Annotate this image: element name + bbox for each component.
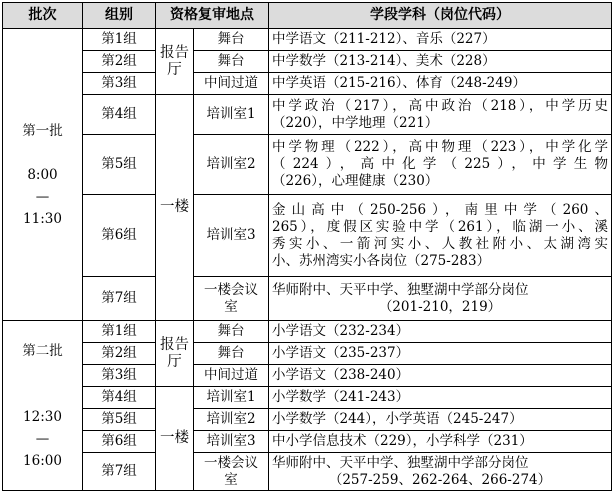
batch2-dash: — xyxy=(35,430,50,447)
table-row xyxy=(3,135,612,195)
batch1-dash: — xyxy=(35,188,50,205)
subject-cell: 小学数学（244），小学英语（245-247） xyxy=(269,409,612,431)
group-cell: 第1组 xyxy=(83,321,156,343)
header-row xyxy=(3,3,612,29)
batch2-start-time: 12:30 xyxy=(23,408,62,425)
group-cell: 第2组 xyxy=(83,343,156,365)
room-cell: 舞台 xyxy=(194,343,269,365)
subject-cell: 金山高中（250-256），南里中学（260、 265），度假区实验中学（261），临湖一小、溪 秀实小、一箭河实小、人教社附小、太湖湾实 小、苏州湾实小各岗位（275-283） xyxy=(269,195,612,277)
group-cell: 第4组 xyxy=(83,95,156,135)
room-cell: 舞台 xyxy=(194,29,269,51)
room-cell: 培训室3 xyxy=(194,431,269,453)
subject-cell: 小学数学（241-243） xyxy=(269,387,612,409)
subject-cell: 中学政治（217），高中政治（218），中学历史 （220），中学地理（221） xyxy=(269,95,612,135)
batch2-end-time: 16:00 xyxy=(23,452,62,469)
group-cell: 第7组 xyxy=(83,277,156,321)
header-room: 资格复审地点 xyxy=(156,3,269,29)
batch1-name: 第一批 xyxy=(22,122,63,139)
batch1-end-time: 11:30 xyxy=(23,210,62,227)
table-row xyxy=(3,409,612,431)
subject-cell: 中学物理（222），高中物理（223），中学化学 （224），高中化学（225），中学生物 （226），心理健康（230） xyxy=(269,135,612,195)
table-row xyxy=(3,453,612,491)
group-cell: 第1组 xyxy=(83,29,156,51)
table-row xyxy=(3,343,612,365)
subject-cell: 中学英语（215-216）、体育（248-249） xyxy=(269,73,612,95)
review-schedule-table xyxy=(2,2,612,491)
group-cell: 第3组 xyxy=(83,365,156,387)
table-row xyxy=(3,277,612,321)
table-row xyxy=(3,387,612,409)
group-cell: 第5组 xyxy=(83,409,156,431)
header-subject: 学段学科（岗位代码） xyxy=(269,3,612,29)
table-row xyxy=(3,95,612,135)
header-batch: 批次 xyxy=(3,3,83,29)
room-cell: 中间过道 xyxy=(194,365,269,387)
table-row xyxy=(3,365,612,387)
group-cell: 第6组 xyxy=(83,431,156,453)
subject-cell: 小学语文（235-237） xyxy=(269,343,612,365)
room-cell: 培训室2 xyxy=(194,135,269,195)
group-cell: 第4组 xyxy=(83,387,156,409)
room-cell: 培训室1 xyxy=(194,387,269,409)
subject-cell: 华师附中、天平中学、独墅湖中学部分岗位 （257-259、262-264、266-274） xyxy=(269,453,612,491)
subject-cell: 小学语文（232-234） xyxy=(269,321,612,343)
batch2-cell xyxy=(3,321,83,491)
batch1-floor: 一楼 xyxy=(156,95,194,321)
subject-cell: 小学语文（238-240） xyxy=(269,365,612,387)
room-cell: 中间过道 xyxy=(194,73,269,95)
batch1-hall: 报告厅 xyxy=(156,29,194,95)
table-row xyxy=(3,195,612,277)
room-cell: 舞台 xyxy=(194,321,269,343)
subject-cell: 华师附中、天平中学、独墅湖中学部分岗位 （201-210，219） xyxy=(269,277,612,321)
batch2-name: 第二批 xyxy=(22,342,63,359)
room-cell: 一楼会议 室 xyxy=(194,453,269,491)
room-cell: 培训室1 xyxy=(194,95,269,135)
batch2-hall: 报告厅 xyxy=(156,321,194,387)
group-cell: 第6组 xyxy=(83,195,156,277)
group-cell: 第5组 xyxy=(83,135,156,195)
batch2-floor: 一楼 xyxy=(156,387,194,491)
table-row xyxy=(3,29,612,51)
room-cell: 舞台 xyxy=(194,51,269,73)
header-group: 组别 xyxy=(83,3,156,29)
batch1-cell xyxy=(3,29,83,321)
table-row xyxy=(3,73,612,95)
group-cell: 第2组 xyxy=(83,51,156,73)
room-cell: 培训室3 xyxy=(194,195,269,277)
subject-cell: 中小学信息技术（229），小学科学（231） xyxy=(269,431,612,453)
table-row xyxy=(3,431,612,453)
subject-cell: 中学语文（211-212）、音乐（227） xyxy=(269,29,612,51)
group-cell: 第3组 xyxy=(83,73,156,95)
table-row xyxy=(3,51,612,73)
group-cell: 第7组 xyxy=(83,453,156,491)
batch1-start-time: 8:00 xyxy=(27,166,58,183)
room-cell: 一楼会议 室 xyxy=(194,277,269,321)
table-row xyxy=(3,321,612,343)
room-cell: 培训室2 xyxy=(194,409,269,431)
subject-cell: 中学数学（213-214）、美术（228） xyxy=(269,51,612,73)
